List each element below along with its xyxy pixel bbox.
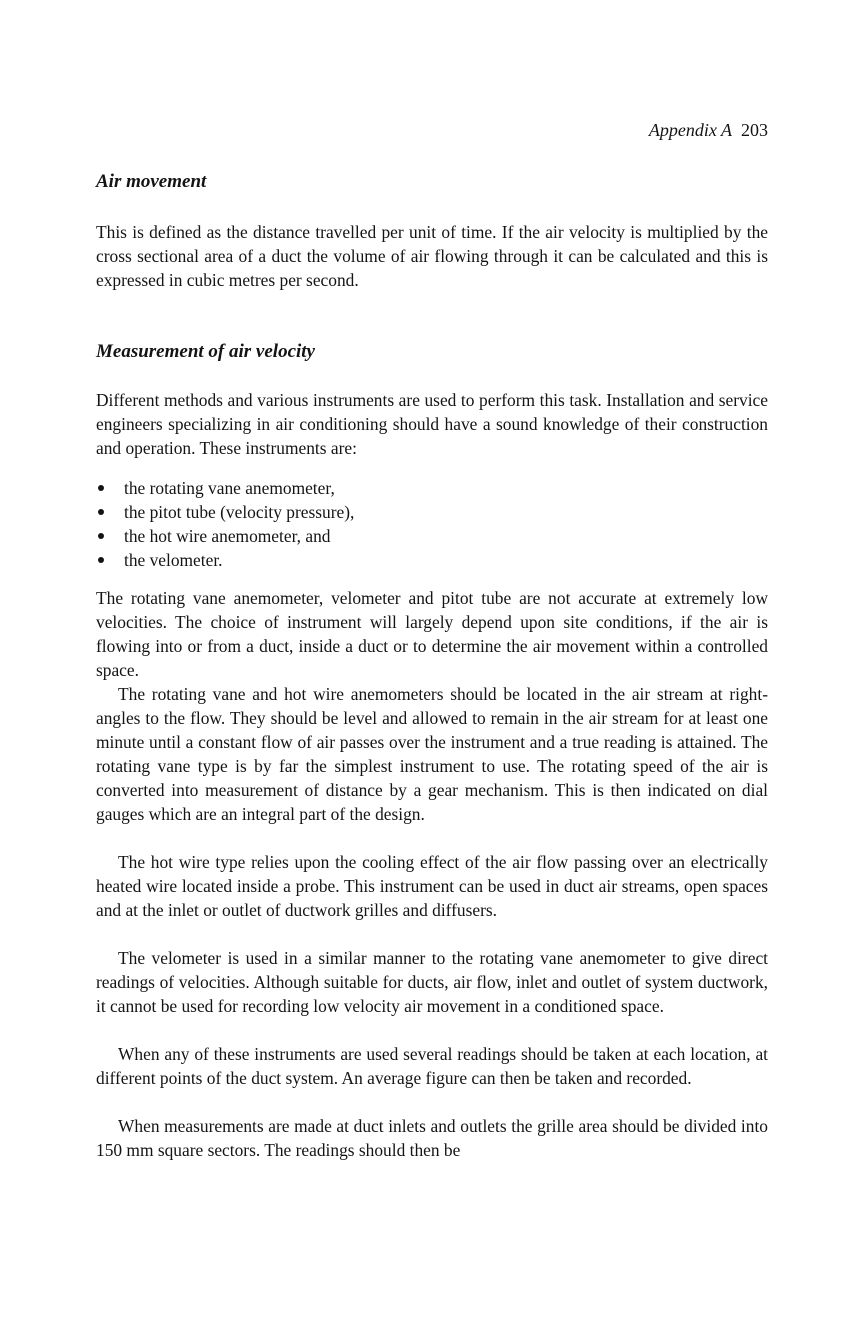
running-head-label: Appendix A <box>648 120 732 140</box>
section-heading-air-movement: Air movement <box>96 171 207 192</box>
paragraph-accuracy: The rotating vane anemometer, velometer and pitot tube are not accurate at extremely low velocities. The choice of instrument will largely depend upon site conditions, if the air is flowing into or from a duct, inside a duct or to determine the air movement within a controlled space. <box>96 588 768 680</box>
paragraph-rotating-vane: The rotating vane and hot wire anemometers should be located in the air stream at right-angles to the flow. They should be level and allowed to remain in the air stream for at least one minute until a constant flow of air passes over the instrument and a true reading is attained. The rotating vane type is by far the simplest instrument to use. The rotating speed of the air is converted into measurement of distance by a gear mechanism. This is then indicated on dial gauges which are an integral part of the design. <box>96 684 768 824</box>
bullet-icon <box>98 485 104 491</box>
paragraph-intro-instruments: Different methods and various instruments are used to perform this task. Installation and service engineers specializing in air conditioning should have a sound knowledge of their construction and operation. These instruments are: <box>96 390 768 458</box>
list-item: the velometer. <box>96 548 354 572</box>
paragraph-readings: When any of these instruments are used several readings should be taken at each location, at different points of the duct system. An average figure can then be taken and recorded. <box>96 1044 768 1088</box>
page-number: 203 <box>741 120 768 140</box>
list-item: the hot wire anemometer, and <box>96 524 354 548</box>
list-item: the pitot tube (velocity pressure), <box>96 500 354 524</box>
paragraph-grille-sectors: When measurements are made at duct inlets and outlets the grille area should be divided into 150 mm square sectors. The readings should then be <box>96 1116 768 1160</box>
bullet-icon <box>98 509 104 515</box>
bullet-icon <box>98 533 104 539</box>
paragraph-velometer: The velometer is used in a similar manner to the rotating vane anemometer to give direct readings of velocities. Although suitable for ducts, air flow, inlet and outlet of system ductwork, it cannot be used for recording low velocity air movement in a conditioned space. <box>96 948 768 1016</box>
section-heading-measurement-of-air-velocity: Measurement of air velocity <box>96 341 315 362</box>
list-item: the rotating vane anemometer, <box>96 476 354 500</box>
instrument-list <box>96 476 354 572</box>
paragraph-air-movement-definition: This is defined as the distance travelled per unit of time. If the air velocity is multiplied by the cross sectional area of a duct the volume of air flowing through it can be calculated and this is expressed in cubic metres per second. <box>96 222 768 290</box>
paragraph-hot-wire: The hot wire type relies upon the cooling effect of the air flow passing over an electrically heated wire located inside a probe. This instrument can be used in duct air streams, open spaces and at the inlet or outlet of ductwork grilles and diffusers. <box>96 852 768 920</box>
bullet-icon <box>98 557 104 563</box>
running-head <box>649 119 768 141</box>
